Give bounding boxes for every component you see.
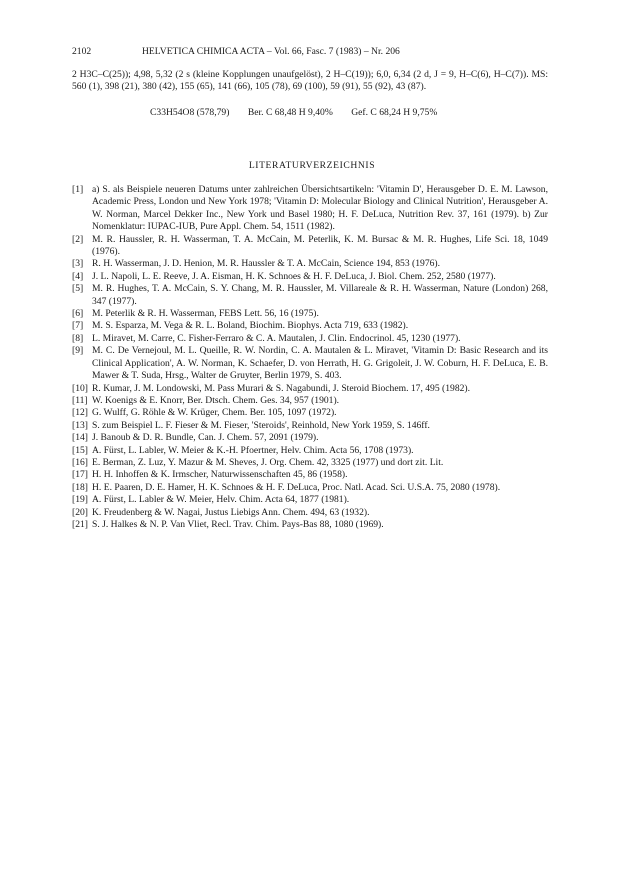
reference-text: H. H. Inhoffen & K. Irmscher, Naturwissenschaften 45, 86 (1958). — [92, 469, 348, 481]
reference-number: [13] — [72, 419, 88, 431]
running-header — [72, 46, 548, 60]
reference-number: [3] — [72, 258, 84, 270]
reference-item — [72, 482, 548, 494]
reference-text: L. Miravet, M. Carre, C. Fisher-Ferraro & C. A. Mautalen, J. Clin. Endocrinol. 45, 1230 (1977). — [92, 332, 461, 344]
section-title: LITERATURVERZEICHNIS — [248, 160, 376, 171]
reference-text: G. Wulff, G. Röhle & W. Krüger, Chem. Ber. 105, 1097 (1972). — [92, 407, 337, 419]
reference-item — [72, 519, 548, 531]
reference-text: S. J. Halkes & N. P. Van Vliet, Recl. Trav. Chim. Pays-Bas 88, 1080 (1969). — [92, 518, 384, 530]
reference-item — [72, 432, 548, 444]
reference-number: [12] — [72, 407, 88, 419]
reference-number: [16] — [72, 456, 88, 468]
reference-item — [72, 383, 548, 395]
reference-text: K. Freudenberg & W. Nagai, Justus Liebigs Ann. Chem. 494, 63 (1932). — [92, 506, 370, 518]
reference-text: M. R. Haussler, R. H. Wasserman, T. A. McCain, M. Peterlik, K. M. Bursac & M. R. Hughes, Life Sci. 18, 1049 (1976). — [92, 233, 548, 258]
reference-number: [1] — [72, 184, 84, 195]
reference-item — [72, 308, 548, 320]
reference-number: [4] — [72, 270, 84, 282]
reference-item — [72, 271, 548, 283]
reference-text: E. Berman, Z. Luz, Y. Mazur & M. Sheves, J. Org. Chem. 42, 3325 (1977) und dort zit. Lit. — [92, 456, 444, 468]
compound-formula: C33H54O8 (578,79) — [150, 107, 230, 118]
elemental-analysis — [150, 107, 437, 118]
reference-item — [72, 320, 548, 332]
experimental-text: 2 H3C–C(25)); 4,98, 5,32 (2 s (kleine Kopplungen unaufgelöst), 2 H–C(19)); 6,0, 6,34 (2 d, J = 9, H–C(6), H–C(7)). MS: 560 (1), 398 (21), 380 (42), 155 (65), 141 (66), 105 (78), 69 (100), 59 (91), 55 (92), 43 (87). — [72, 69, 548, 93]
reference-number: [2] — [72, 233, 84, 245]
reference-item — [72, 420, 548, 432]
reference-number: [15] — [72, 444, 88, 456]
reference-number: [14] — [72, 432, 88, 444]
reference-number: [11] — [72, 394, 88, 406]
reference-number: [19] — [72, 494, 88, 506]
reference-text: A. Fürst, L. Labler & W. Meier, Helv. Chim. Acta 64, 1877 (1981). — [92, 494, 350, 506]
reference-number: [17] — [72, 469, 88, 481]
reference-item — [72, 494, 548, 506]
reference-number: [9] — [72, 345, 84, 357]
reference-item — [72, 184, 548, 234]
reference-item — [72, 507, 548, 519]
reference-text: A. Fürst, L. Labler, W. Meier & K.-H. Pfoertner, Helv. Chim. Acta 56, 1708 (1973). — [92, 444, 414, 456]
reference-number: [6] — [72, 308, 84, 320]
reference-item — [72, 445, 548, 457]
reference-number: [7] — [72, 320, 84, 332]
reference-item — [72, 395, 548, 407]
reference-text: S. zum Beispiel L. F. Fieser & M. Fieser, 'Steroids', Reinhold, New York 1959, S. 146ff. — [92, 419, 430, 431]
reference-item — [72, 345, 548, 382]
reference-text: J. L. Napoli, L. E. Reeve, J. A. Eisman, H. K. Schnoes & H. F. DeLuca, J. Biol. Chem. 252, 2580 (1977). — [92, 270, 496, 282]
reference-text: M. C. De Vernejoul, M. L. Queille, R. W. Nordin, C. A. Mautalen & L. Miravet, 'Vitamin D: Basic Research and its Clinical Application', A. W. Norman, K. Schaefer, D. von Herrath, H. G. Grigoleit, J. W. Coburn, H. F. DeLuca, E. B. Mawer & T. Suda, Hrsg., Walter de Gruyter, Berlin 1979, S. 403. — [92, 345, 548, 382]
reference-text: W. Koenigs & E. Knorr, Ber. Dtsch. Chem. Ges. 34, 957 (1901). — [92, 394, 340, 406]
journal-header: HELVETICA CHIMICA ACTA – Vol. 66, Fasc. 7 (1983) – Nr. 206 — [142, 46, 400, 57]
reference-text: R. H. Wasserman, J. D. Henion, M. R. Haussler & T. A. McCain, Science 194, 853 (1976). — [92, 258, 441, 270]
reference-number: [10] — [72, 382, 88, 394]
reference-number: [21] — [72, 518, 88, 530]
reference-number: [20] — [72, 506, 88, 518]
reference-number: [18] — [72, 481, 88, 493]
reference-text: a) S. als Beispiele neueren Datums unter zahlreichen Übersichtsartikeln: 'Vitamin D', Herausgeber D. E. M. Lawson, Academic Press, London und New York 1978; 'Vitamin D: Molecular Biology and Clinical Nutrition', Herausgeber A. W. Norman, Marcel Dekker Inc., New York und Basel 1980; H. F. DeLuca, Nutrition Rev. 37, 161 (1979). b) Zur Nomenklatur: IUPAC-IUB, Pure Appl. Chem. 54, 1511 (1982). — [92, 184, 548, 233]
reference-item — [72, 407, 548, 419]
reference-number: [8] — [72, 332, 84, 344]
reference-item — [72, 469, 548, 481]
reference-number: [5] — [72, 283, 84, 295]
reference-text: H. E. Paaren, D. E. Hamer, H. K. Schnoes & H. F. DeLuca, Proc. Natl. Acad. Sci. U.S.A. 75, 2080 (1978). — [92, 481, 501, 493]
page-number: 2102 — [72, 46, 92, 57]
reference-item — [72, 333, 548, 345]
reference-text: J. Banoub & D. R. Bundle, Can. J. Chem. 57, 2091 (1979). — [92, 432, 319, 444]
reference-item — [72, 234, 548, 259]
reference-text: M. R. Hughes, T. A. McCain, S. Y. Chang, M. R. Haussler, M. Villareale & R. H. Wasserman, Nature (London) 268, 347 (1977). — [92, 283, 548, 307]
reference-item — [72, 457, 548, 469]
reference-text: M. Peterlik & R. H. Wasserman, FEBS Lett. 56, 16 (1975). — [92, 308, 319, 320]
reference-list — [72, 184, 548, 531]
reference-item — [72, 283, 548, 308]
calculated-values: Ber. C 68,48 H 9,40% — [247, 107, 333, 118]
found-values: Gef. C 68,24 H 9,75% — [351, 107, 438, 118]
reference-item — [72, 258, 548, 270]
reference-text: R. Kumar, J. M. Londowski, M. Pass Murari & S. Nagabundi, J. Steroid Biochem. 17, 495 (1982). — [92, 382, 471, 394]
reference-text: M. S. Esparza, M. Vega & R. L. Boland, Biochim. Biophys. Acta 719, 633 (1982). — [92, 320, 409, 332]
